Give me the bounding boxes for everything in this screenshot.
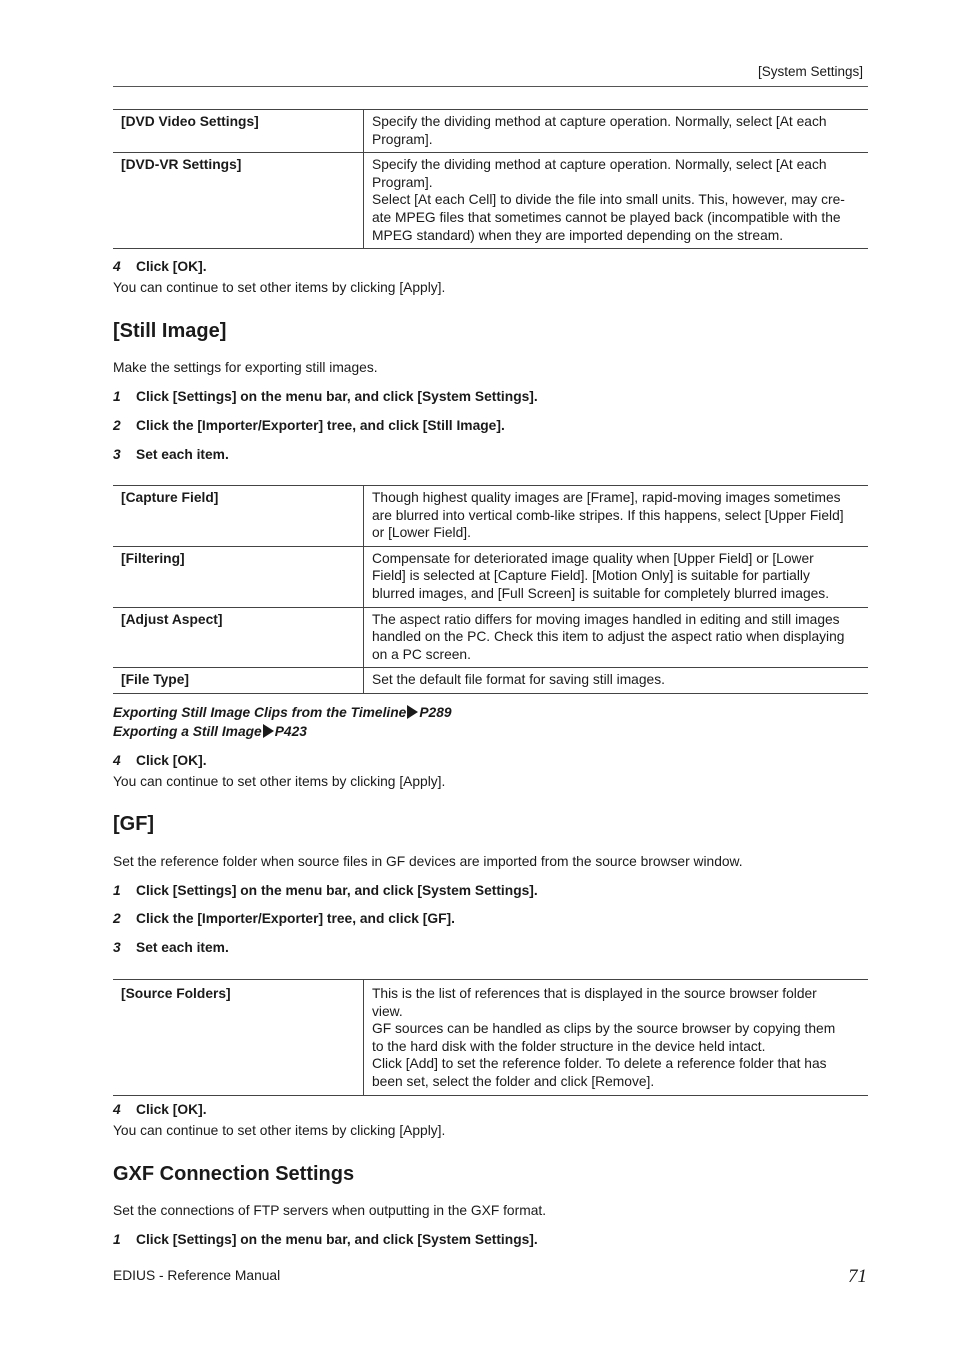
setting-name: [Capture Field]	[113, 486, 364, 547]
step-number: 3	[113, 447, 121, 462]
step-text: Set each item.	[136, 447, 229, 462]
note-text: You can continue to set other items by clicking [Apply].	[113, 1123, 446, 1138]
setting-name: [Adjust Aspect]	[113, 607, 364, 668]
step-text: Click the [Importer/Exporter] tree, and click [GF].	[136, 911, 455, 926]
step-number: 1	[113, 389, 121, 404]
step-text: Click [Settings] on the menu bar, and click [System Settings].	[136, 883, 538, 898]
table-row	[113, 153, 868, 249]
setting-name: [Filtering]	[113, 546, 364, 607]
setting-name: [DVD Video Settings]	[113, 110, 364, 153]
step-text: Click [OK].	[136, 753, 207, 768]
section-intro: Make the settings for exporting still images.	[113, 360, 378, 375]
step-text: Click [Settings] on the menu bar, and click [System Settings].	[136, 1232, 538, 1247]
step-item	[113, 911, 455, 926]
step-number: 2	[113, 911, 121, 926]
dvd-settings-table	[113, 109, 868, 249]
step-item	[113, 389, 538, 404]
step-number: 4	[113, 259, 121, 274]
step-text: Click [Settings] on the menu bar, and click [System Settings].	[136, 389, 538, 404]
setting-description: Specify the dividing method at capture operation. Normally, select [At each Program]. Select [At each Cell] to divide the file into small units. This, however, may cre- ate MPEG files that sometimes cannot be played back (incompatible with the MPEG standard) when they are imported depending on the stream.	[364, 153, 869, 249]
step-text: Click [OK].	[136, 1102, 207, 1117]
note-text: You can continue to set other items by clicking [Apply].	[113, 280, 446, 295]
step-number: 1	[113, 883, 121, 898]
section-heading-gf: [GF]	[113, 813, 155, 835]
section-heading-still-image: [Still Image]	[113, 320, 227, 342]
setting-name: [Source Folders]	[113, 980, 364, 1096]
reference-page: P423	[274, 724, 307, 739]
note-text: You can continue to set other items by clicking [Apply].	[113, 774, 446, 789]
table-row	[113, 980, 868, 1096]
step-item	[113, 883, 538, 898]
arrow-right-icon	[263, 724, 274, 738]
setting-description: This is the list of references that is displayed in the source browser folder view. GF sources can be handled as clips by the source browser by copying them to the hard disk with the folder structure in the device held intact. Click [Add] to set the reference folder. To delete a reference folder that has been set, select the folder and click [Remove].	[372, 986, 836, 1089]
table-row	[113, 110, 868, 153]
setting-description: Though highest quality images are [Frame], rapid-moving images sometimes are blurred into vertical comb-like stripes. If this happens, select [Upper Field] or [Lower Field].	[372, 490, 844, 541]
step-item	[113, 418, 505, 433]
step-item	[113, 1232, 538, 1247]
setting-name: [DVD-VR Settings]	[113, 153, 364, 249]
table-row	[113, 607, 868, 668]
table-row	[113, 546, 868, 607]
step-item	[113, 940, 229, 955]
setting-description: Set the default file format for saving still images.	[364, 668, 869, 694]
setting-description: Specify the dividing method at capture operation. Normally, select [At each Program].	[372, 114, 827, 147]
header-rule	[113, 86, 868, 87]
section-intro: Set the reference folder when source files in GF devices are imported from the source browser window.	[113, 854, 743, 869]
section-intro: Set the connections of FTP servers when outputting in the GXF format.	[113, 1203, 547, 1218]
step-item	[113, 753, 207, 768]
step-text: Click the [Importer/Exporter] tree, and click [Still Image].	[136, 418, 505, 433]
step-number: 4	[113, 753, 121, 768]
step-text: Click [OK].	[136, 259, 207, 274]
gf-settings-table	[113, 979, 868, 1096]
step-item	[113, 259, 207, 274]
arrow-right-icon	[407, 705, 418, 719]
step-number: 2	[113, 418, 121, 433]
reference-page: P289	[419, 705, 452, 720]
step-text: Set each item.	[136, 940, 229, 955]
cross-reference-link[interactable]	[113, 724, 307, 739]
footer-manual-title: EDIUS - Reference Manual	[113, 1268, 281, 1283]
step-number: 4	[113, 1102, 121, 1117]
step-number: 3	[113, 940, 121, 955]
page-number: 71	[848, 1266, 867, 1287]
step-item	[113, 1102, 207, 1117]
still-image-settings-table	[113, 485, 868, 694]
step-number: 1	[113, 1232, 121, 1247]
table-row	[113, 486, 868, 547]
step-item	[113, 447, 229, 462]
reference-title: Exporting Still Image Clips from the Timeline	[113, 705, 407, 720]
setting-description: Compensate for deteriorated image quality when [Upper Field] or [Lower Field] is selected at [Capture Field]. [Motion Only] is suitable for partially blurred images, and [Full Screen] is suitable for completely blurred images.	[364, 546, 869, 607]
reference-title: Exporting a Still Image	[113, 724, 262, 739]
running-header: [System Settings]	[757, 64, 863, 79]
cross-reference-link[interactable]	[113, 705, 452, 720]
setting-name: [File Type]	[113, 668, 364, 694]
section-heading-gxf: GXF Connection Settings	[113, 1163, 355, 1185]
table-row	[113, 668, 868, 694]
setting-description: The aspect ratio differs for moving images handled in editing and still images handled on the PC. Check this item to adjust the aspect ratio when displaying on a PC screen.	[364, 607, 869, 668]
